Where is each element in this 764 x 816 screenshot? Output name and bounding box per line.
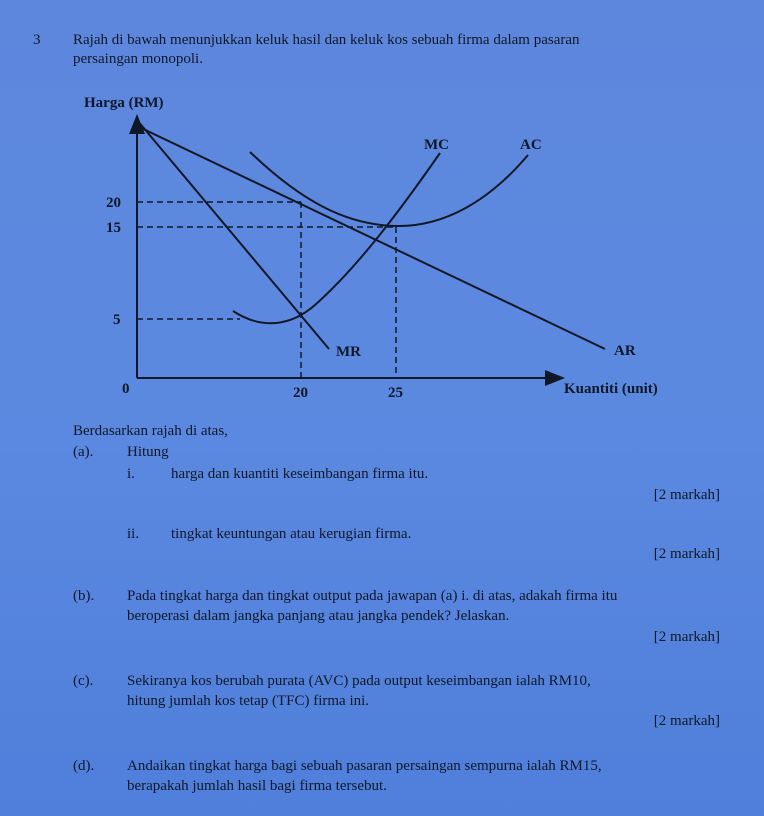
part-a-label: (a).: [73, 444, 94, 460]
part-b-line2: beroperasi dalam jangka panjang atau jangka pendek? Jelaskan.: [127, 608, 510, 624]
mc-curve: [233, 153, 440, 323]
lead-text: Berdasarkan rajah di atas,: [73, 423, 228, 439]
part-c-line2: hitung jumlah kos tetap (TFC) firma ini.: [127, 693, 370, 709]
marks-aii: [2 markah]: [653, 546, 720, 562]
marks-b: [2 markah]: [653, 629, 720, 645]
part-c-label: (c).: [73, 673, 94, 689]
mr-label: MR: [336, 344, 361, 360]
y-axis-label: Harga (RM): [84, 95, 164, 111]
y-tick-label: 5: [113, 312, 121, 328]
part-ai-label: i.: [127, 466, 135, 482]
ar-label: AR: [614, 343, 636, 359]
question-intro-line2: persaingan monopoli.: [73, 51, 203, 67]
part-b-line1: Pada tingkat harga dan tingkat output pada jawapan (a) i. di atas, adakah firma itu: [127, 588, 618, 604]
part-d-label: (d).: [73, 758, 95, 774]
part-a-text: Hitung: [127, 444, 169, 460]
part-aii-label: ii.: [127, 526, 140, 542]
x-tick-label: 20: [293, 385, 308, 401]
x-tick-label: 25: [388, 385, 403, 401]
part-d-line1: Andaikan tingkat harga bagi sebuah pasaran persaingan sempurna ialah RM15,: [127, 758, 602, 774]
part-c-line1: Sekiranya kos berubah purata (AVC) pada output keseimbangan ialah RM10,: [127, 673, 591, 689]
ac-label: AC: [520, 137, 542, 153]
y-tick-label: 20: [106, 195, 121, 211]
x-axis-label: Kuantiti (unit): [564, 381, 658, 397]
ar-curve: [137, 126, 605, 349]
marks-c: [2 markah]: [653, 713, 720, 729]
mc-label: MC: [424, 137, 449, 153]
part-ai-text: harga dan kuantiti keseimbangan firma itu.: [171, 466, 429, 482]
part-d-line2: berapakah jumlah hasil bagi firma tersebut.: [127, 778, 387, 794]
question-number: 3: [33, 32, 41, 48]
part-b-label: (b).: [73, 588, 95, 604]
question-intro-line1: Rajah di bawah menunjukkan keluk hasil dan keluk kos sebuah firma dalam pasaran: [73, 32, 580, 48]
y-tick-label: 15: [106, 220, 121, 236]
origin-label: 0: [122, 381, 130, 397]
ac-curve: [250, 152, 528, 226]
marks-ai: [2 markah]: [653, 487, 720, 503]
part-aii-text: tingkat keuntungan atau kerugian firma.: [171, 526, 412, 542]
